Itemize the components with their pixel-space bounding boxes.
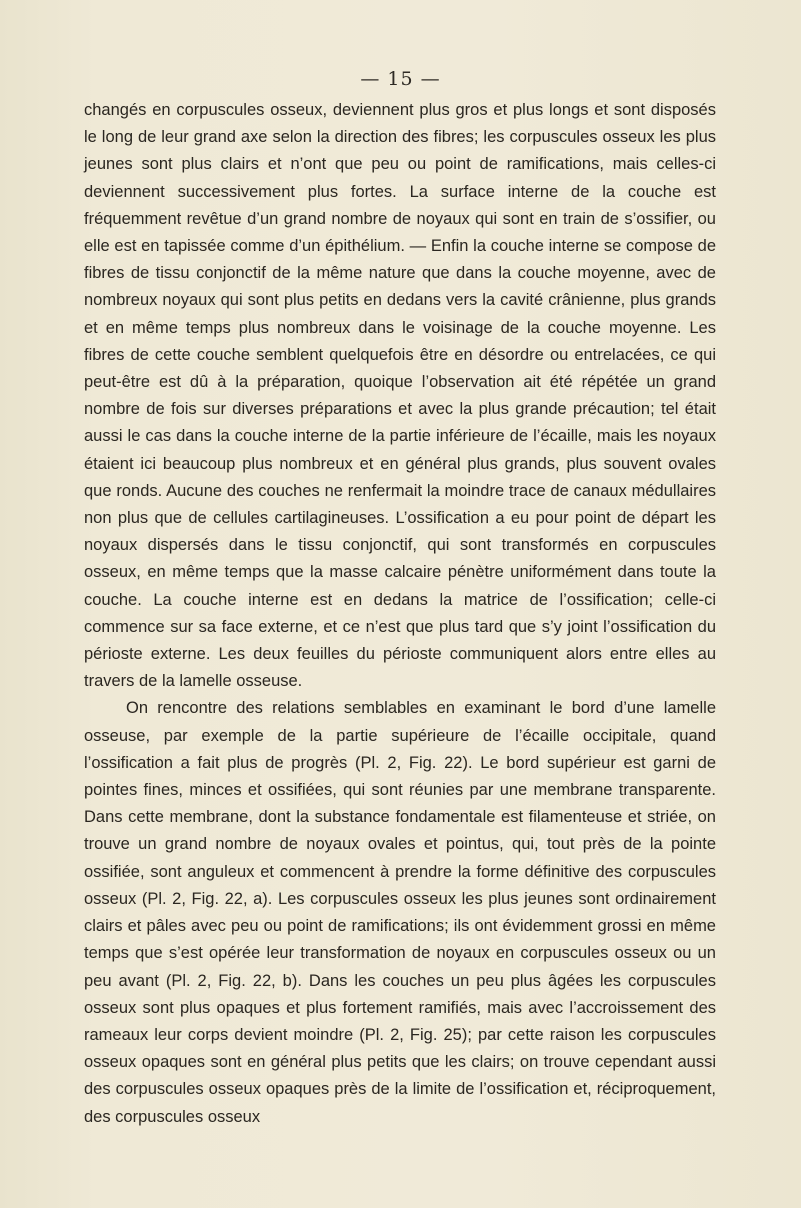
page-number: — 15 — [360, 68, 441, 90]
body-text [84, 97, 716, 1131]
paragraph-2: On rencontre des relations semblables en examinant le bord d’une lamelle osseuse, par exemple de la partie supérieure de l’écaille occipitale, quand l’ossification a fait plus de progrès (Pl. 2, Fig. 22). Le bord supérieur est garni de pointes fines, minces et ossifiées, qui sont réunies par une membrane transparente. Dans cette membrane, dont la substance fondamentale est filamenteuse et striée, on trouve un grand nombre de noyaux ovales et pointus, qui, tout près de la pointe ossifiée, sont anguleux et commencent à prendre la forme définitive des corpuscules osseux (Pl. 2, Fig. 22, a). Les corpuscules osseux les plus jeunes sont ordinairement clairs et pâles avec peu ou point de ramifications; ils ont évidemment grossi en même temps que s’est opérée leur transformation de noyaux en corpuscules osseux ou un peu avant (Pl. 2, Fig. 22, b). Dans les couches un peu plus âgées les corpuscules osseux sont plus opaques et plus fortement ramifiés, mais avec l’accroissement des rameaux leur corps devient moindre (Pl. 2, Fig. 25); par cette raison les corpuscules osseux opaques sont en général plus petits que les clairs; on trouve cependant aussi des corpuscules osseux opaques près de la limite de l’ossification et, réciproquement, des corpuscules osseux [84, 699, 716, 1126]
paragraph-1: changés en corpuscules osseux, deviennent plus gros et plus longs et sont disposés le long de leur grand axe selon la direction des fibres; les corpuscules osseux les plus jeunes sont plus clairs et n’ont que peu ou point de ramifications, mais celles-ci deviennent successivement plus fortes. La surface interne de la couche est fréquemment revêtue d’un grand nombre de noyaux qui sont en train de s’ossifier, ou elle est en tapissée comme d’un épithélium. — Enfin la couche interne se compose de fibres de tissu conjonctif de la même nature que dans la couche moyenne, avec de nombreux noyaux qui sont plus petits en dedans vers la cavité crânienne, plus grands et en même temps plus nombreux dans le voisinage de la couche moyenne. Les fibres de cette couche semblent quelquefois être en désordre ou entrelacées, ce qui peut-être est dû à la préparation, quoique l’observation ait été répétée un grand nombre de fois sur diverses préparations et avec la plus grande précaution; tel était aussi le cas dans la couche interne de la partie inférieure de l’écaille, mais les noyaux étaient ici beaucoup plus nombreux et en général plus grands, plus souvent ovales que ronds. Aucune des couches ne renfermait la moindre trace de canaux médullaires non plus que de cellules cartilagineuses. L’ossification a eu pour point de départ les noyaux dispersés dans le tissu conjonctif, qui sont transformés en corpuscules osseux, en même temps que la masse calcaire pénètre uniformément dans toute la couche. La couche interne est en dedans la matrice de l’ossification; celle-ci commence sur sa face externe, et ce n’est que plus tard que s’y joint l’ossification du périoste externe. Les deux feuilles du périoste communiquent alors entre elles au travers de la lamelle osseuse. [84, 101, 716, 691]
